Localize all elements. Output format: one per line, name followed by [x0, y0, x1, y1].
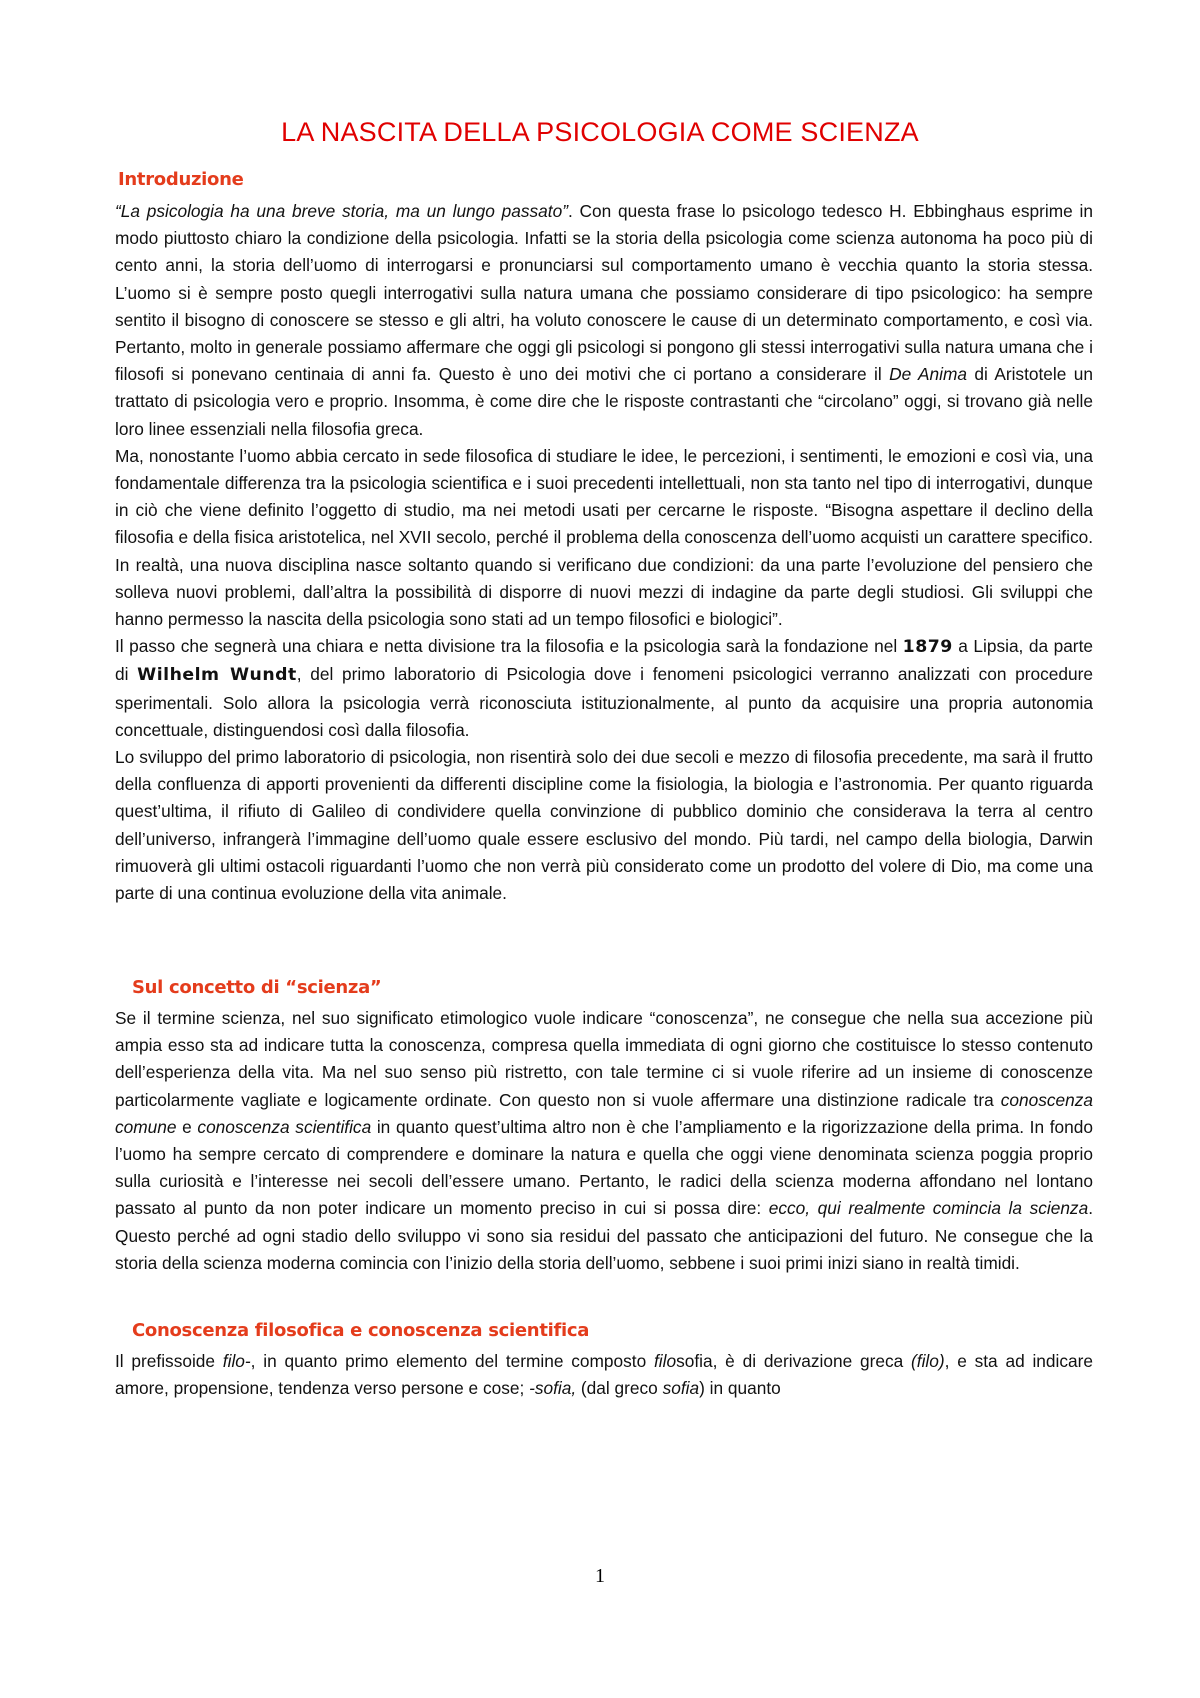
paragraph: Lo sviluppo del primo laboratorio di psicologia, non risentirà solo dei due secoli e mezzo di filosofia precedente, ma sarà il frutto della confluenza di apporti provenienti da differenti discipline come la fisiologia, la biologia e l’astronomia. Per quanto riguarda quest’ultima, il rifiuto di Galileo di condividere quella convinzione di pubblico dominio che considerava la terra al centro dell’universo, infrangerà l’immagine dell’uomo quale essere esclusivo del mondo. Più tardi, nel campo della biologia, Darwin rimuoverà gli ultimi ostacoli riguardanti l’uomo che non verrà più considerato come un prodotto del volere di Dio, ma come una parte di una continua evoluzione della vita animale. [115, 747, 1093, 904]
name-highlight: Wilhelm Wundt [137, 665, 297, 686]
page-title: LA NASCITA DELLA PSICOLOGIA COME SCIENZA [281, 117, 919, 147]
section-body-scienza [115, 1005, 1093, 1277]
paragraph: Il passo che segnerà una chiara e netta divisione tra la filosofia e la psicologia sarà la fondazione nel 1879 a Lipsia, da parte di Wilhelm Wundt, del primo laboratorio di Psicologia dove i fenomeni psicologici verranno analizzati con procedure sperimentali. Solo allora la psicologia verrà riconosciuta istituzionalmente, al punto da acquisire una propria autonomia concettuale, distinguendosi così dalla filosofia. [115, 636, 1093, 740]
paragraph: Se il termine scienza, nel suo significato etimologico vuole indicare “conoscenza”, ne consegue che nella sua accezione più ampia esso sta ad indicare tutta la conoscenza, compresa quella immediata di ogni giorno che costituisce lo stesso contenuto dell’esperienza della vita. Ma nel suo senso più ristretto, con tale termine ci si vuole riferire ad un insieme di conoscenze particolarmente vagliate e logicamente ordinate. Con questo non si vuole affermare una distinzione radicale tra conoscenza comune e conoscenza scientifica in quanto quest’ultima altro non è che l’ampliamento e la rigorizzazione della prima. In fondo l’uomo ha sempre cercato di comprendere e dominare la natura e quella che oggi viene denominata scienza poggia proprio sulla curiosità e l’interesse nei secoli dell’essere umano. Pertanto, le radici della scienza moderna affondano nel lontano passato al punto da non poter indicare un momento preciso in cui si possa dire: ecco, qui realmente comincia la scienza. Questo perché ad ogni stadio dello sviluppo vi sono sia residui del passato che anticipazioni del futuro. Ne consegue che la storia della scienza moderna comincia con l’inizio della storia dell’uomo, sebbene i suoi primi inizi siano in realtà timidi. [115, 1008, 1094, 1273]
paragraph: Ma, nonostante l’uomo abbia cercato in sede filosofica di studiare le idee, le percezioni, i sentimenti, le emozioni e così via, una fondamentale differenza tra la psicologia scientifica e i suoi precedenti intellettuali, non sta tanto nel tipo di interrogativi, dunque in ciò che viene definito l’oggetto di studio, ma nei metodi usati per cercarne le risposte. “Bisogna aspettare il declino della filosofia e della fisica aristotelica, nel XVII secolo, perché il problema della conoscenza dell’uomo acquisti un carattere specifico. In realtà, una nuova disciplina nasce soltanto quando si verificano due condizioni: da una parte l’evoluzione del pensiero che solleva nuovi problemi, dall’altra la possibilità di disporre di nuovi mezzi di indagine da parte degli studiosi. Gli sviluppi che hanno permesso la nascita della psicologia sono stati ad un tempo filosofici e biologici”. [115, 445, 1093, 630]
section-body-conoscenza [115, 1348, 1093, 1402]
section-heading-introduzione: Introduzione [118, 169, 244, 190]
paragraph: “La psicologia ha una breve storia, ma un lungo passato”. Con questa frase lo psicologo tedesco H. Ebbinghaus esprime in modo piuttosto chiaro la condizione della psicologia. Infatti se la storia della psicologia come scienza autonoma ha poco più di cento anni, la storia dell’uomo di interrogarsi e pronunciarsi sul comportamento umano è vecchia quanto la storia stessa. L’uomo si è sempre posto quegli interrogativi sulla natura umana che possiamo considerare di tipo psicologico: ha sempre sentito il bisogno di conoscere se stesso e gli altri, ha voluto conoscere le cause di un determinato comportamento, e così via. Pertanto, molto in generale possiamo affermare che oggi gli psicologi si pongono gli stessi interrogativi sulla natura umana che i filosofi si ponevano centinaia di anni fa. Questo è uno dei motivi che ci portano a considerare il De Anima di Aristotele un trattato di psicologia vero e proprio. Insomma, è come dire che le risposte contrastanti che “circolano” oggi, si trovano già nelle loro linee essenziali nella filosofia greca. [115, 201, 1093, 439]
quote-text: “La psicologia ha una breve storia, ma un lungo passato” [115, 201, 568, 221]
section-heading-conoscenza: Conoscenza filosofica e conoscenza scientifica [132, 1320, 590, 1341]
paragraph: Il prefissoide filo-, in quanto primo elemento del termine composto filosofia, è di derivazione greca (filo), e sta ad indicare amore, propensione, tendenza verso persone e cose; -sofia, (dal greco sofia) in quanto [115, 1351, 1093, 1399]
page-number: 1 [595, 1565, 605, 1587]
year-highlight: 1879 [902, 637, 953, 658]
book-title: De Anima [889, 364, 967, 385]
section-heading-scienza: Sul concetto di “scienza” [132, 977, 382, 998]
section-body-introduzione [115, 198, 1093, 907]
